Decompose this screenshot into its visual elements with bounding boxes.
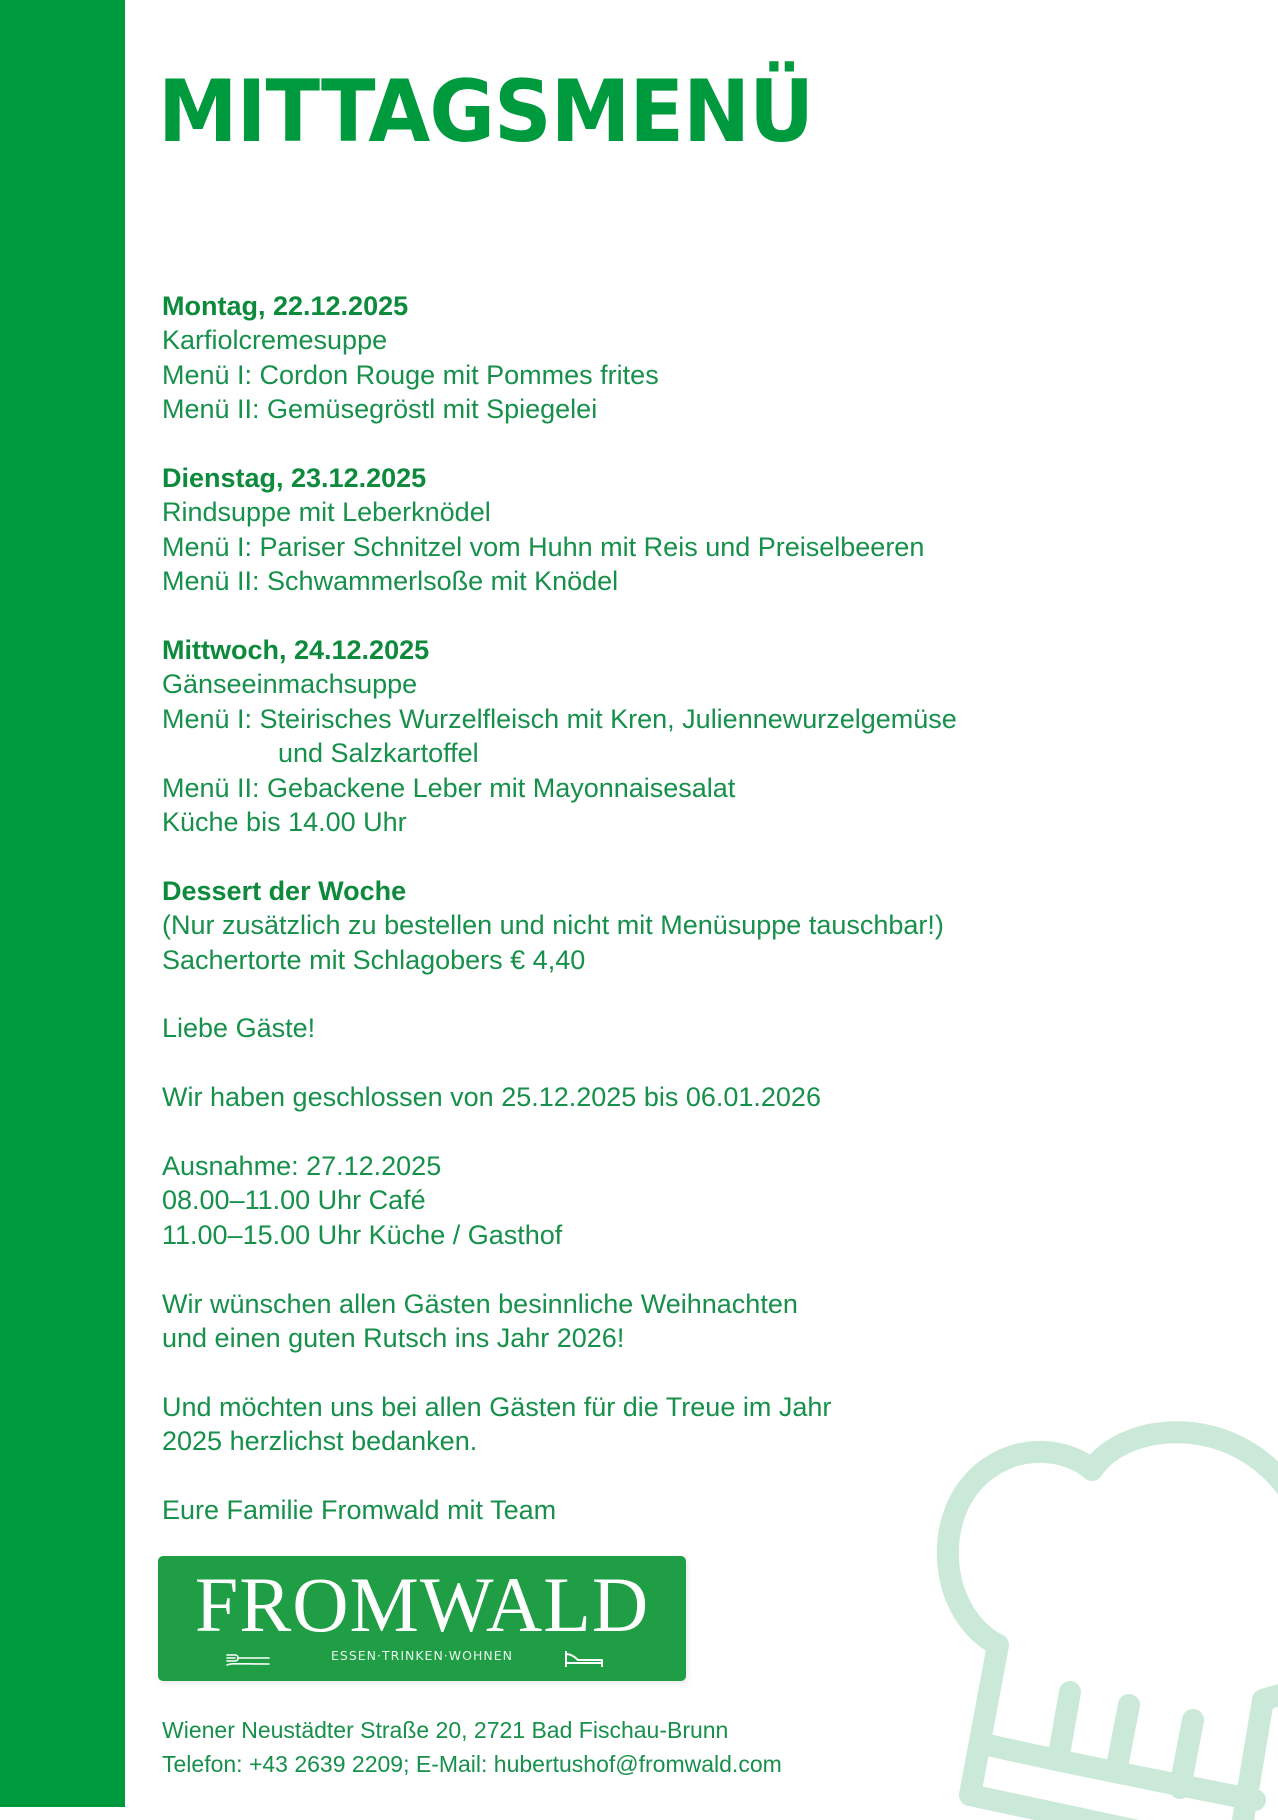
menu-item: Menü II: Gebackene Leber mit Mayonnaisesalat <box>162 772 736 803</box>
menu-item-continuation: und Salzkartoffel <box>278 738 479 769</box>
thanks-line: 2025 herzlichst bedanken. <box>162 1426 478 1457</box>
day-heading: Mittwoch, 24.12.2025 <box>162 635 430 666</box>
menu-item: Menü I: Steirisches Wurzelfleisch mit Kren, Juliennewurzelgemüse <box>162 703 957 734</box>
wishes-line: Wir wünschen allen Gästen besinnliche Weihnachten <box>162 1288 798 1319</box>
greeting: Liebe Gäste! <box>162 1013 316 1044</box>
dessert-heading: Dessert der Woche <box>162 875 407 906</box>
menu-item: Menü II: Schwammerlsoße mit Knödel <box>162 566 619 597</box>
menu-item: Menü I: Pariser Schnitzel vom Huhn mit Reis und Preiselbeeren <box>162 531 925 562</box>
thanks-message <box>162 1390 1182 1459</box>
green-side-bar <box>0 0 125 1807</box>
logo-tagline: ESSEN·TRINKEN·WOHNEN <box>331 1648 513 1663</box>
address: Wiener Neustädter Straße 20, 2721 Bad Fischau-Brunn <box>162 1717 729 1743</box>
bed-icon <box>564 1650 604 1668</box>
dessert-note: (Nur zusätzlich zu bestellen und nicht mit Menüsuppe tauschbar!) <box>162 910 944 941</box>
contact-info: Telefon: +43 2639 2209; E-Mail: hubertushof@fromwald.com <box>162 1751 782 1777</box>
exception-hours: 11.00–15.00 Uhr Küche / Gasthof <box>162 1219 563 1250</box>
menu-item: Menü I: Cordon Rouge mit Pommes frites <box>162 359 659 390</box>
dessert-item: Sachertorte mit Schlagobers € 4,40 <box>162 944 586 975</box>
exception-hours: 08.00–11.00 Uhr Café <box>162 1185 426 1216</box>
contact-footer <box>162 1713 782 1781</box>
day-heading: Dienstag, 23.12.2025 <box>162 463 427 494</box>
soup-item: Karfiolcremesuppe <box>162 325 388 356</box>
dessert-section <box>162 874 1182 977</box>
day-wednesday <box>162 633 1182 839</box>
holiday-wishes <box>162 1287 1182 1356</box>
page-title: MITTAGSMENÜ <box>158 62 814 162</box>
menu-content <box>162 289 1182 1527</box>
signature: Eure Familie Fromwald mit Team <box>162 1495 557 1526</box>
thanks-line: Und möchten uns bei allen Gästen für die Treue im Jahr <box>162 1391 832 1422</box>
kitchen-hours-note: Küche bis 14.00 Uhr <box>162 807 407 838</box>
exception-heading: Ausnahme: 27.12.2025 <box>162 1151 442 1182</box>
soup-item: Rindsuppe mit Leberknödel <box>162 497 491 528</box>
menu-item: Menü II: Gemüsegröstl mit Spiegelei <box>162 394 598 425</box>
wishes-line: und einen guten Rutsch ins Jahr 2026! <box>162 1323 625 1354</box>
day-tuesday <box>162 461 1182 599</box>
day-heading: Montag, 22.12.2025 <box>162 291 409 321</box>
soup-item: Gänseeinmachsuppe <box>162 669 418 700</box>
logo-brand-name: FROMWALD <box>194 1561 650 1648</box>
closure-notice: Wir haben geschlossen von 25.12.2025 bis 06.01.2026 <box>162 1082 821 1113</box>
exception-section <box>162 1149 1182 1252</box>
day-monday <box>162 289 1182 427</box>
fromwald-logo <box>158 1556 686 1681</box>
